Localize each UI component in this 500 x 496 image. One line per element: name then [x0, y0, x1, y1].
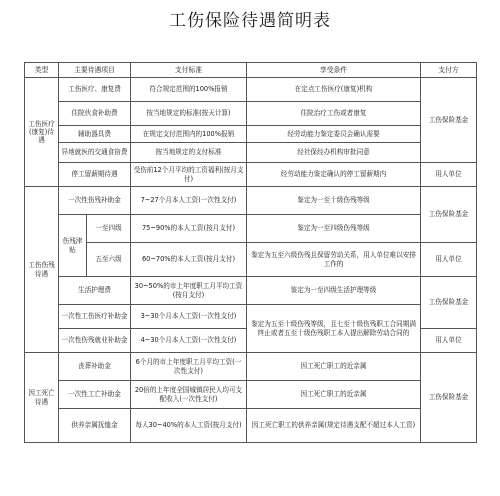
condition-cell: 因工死亡职工的供养亲属(规定待遇支配不超过本人工资): [247, 409, 421, 443]
table-row: [25, 305, 477, 329]
condition-cell: 鉴定为一至十级伤残等级: [247, 187, 421, 215]
standard-cell: 75~90%的本人工资(按月支付): [131, 215, 247, 243]
item-cell: 一次性工伤医疗补助金: [59, 305, 131, 329]
condition-cell: 经劳动能力鉴定确认的停工留薪期内: [247, 163, 421, 187]
standard-cell: 受伤前12个月平均的工资福利(按月支付): [131, 163, 247, 187]
standard-cell: 符合规定范围的100%报销: [131, 78, 247, 102]
standard-cell: 3~30个月本人工资(一次性支付): [131, 305, 247, 329]
table-row: [25, 215, 477, 243]
standard-cell: 30~50%的市上年度职工月平均工资(按月支付): [131, 277, 247, 305]
standard-cell: 在规定支付范围内的100%报销: [131, 126, 247, 143]
payer-cell: 用人单位: [421, 243, 477, 277]
payer-cell: 工伤保险基金: [421, 277, 477, 329]
condition-cell: 鉴定为五至六级伤残且保留劳动关系，用人单位难以安排工作的: [247, 243, 421, 277]
item-cell: 工伤医疗、康复费: [59, 78, 131, 102]
condition-cell: 鉴定为一至四级伤残等级: [247, 215, 421, 243]
header-condition: 享受条件: [247, 63, 421, 78]
table-row: [25, 409, 477, 443]
item-cell: 一次性伤残补助金: [59, 187, 131, 215]
table-row: [25, 102, 477, 126]
sub-item-cell: 一至四级: [87, 215, 131, 243]
standard-cell: 每人30~40%的本人工资(按月支付): [131, 409, 247, 443]
header-type: 类型: [25, 63, 59, 78]
item-cell: 供养亲属抚恤金: [59, 409, 131, 443]
item-cell: 辅助器具费: [59, 126, 131, 143]
standard-cell: 按当地规定的支付标准: [131, 143, 247, 163]
condition-cell: 因工死亡职工的近亲属: [247, 353, 421, 381]
table-header-row: [25, 63, 477, 78]
table-row: [25, 187, 477, 215]
table-row: [25, 353, 477, 381]
payer-cell: 工伤保险基金: [421, 78, 477, 163]
item-cell: 丧葬补助金: [59, 353, 131, 381]
condition-cell: 经劳动能力鉴定委员会确认需要: [247, 126, 421, 143]
category-cell: 工伤伤残待遇: [25, 187, 59, 353]
standard-cell: 20倍的上年度全国城镇居民人均可支配收入(一次性支付): [131, 381, 247, 409]
sub-item-cell: 五至六级: [87, 243, 131, 277]
condition-cell: 在定点工伤医疗(康复)机构: [247, 78, 421, 102]
standard-cell: 6个月的市上年度职工月平均工资(一次性支付): [131, 353, 247, 381]
payer-cell: 工伤保险基金: [421, 353, 477, 443]
item-cell: 生活护理费: [59, 277, 131, 305]
item-cell: 住院伙食补助费: [59, 102, 131, 126]
header-standard: 支付标准: [131, 63, 247, 78]
condition-cell: 鉴定为五至十级伤残等级，且七至十级伤残职工合同期满终止或者五至十级伤残职工本人提出解除劳动合同的: [247, 305, 421, 353]
item-cell: 一次性伤残就业补助金: [59, 329, 131, 353]
category-cell: 因工死亡待遇: [25, 353, 59, 443]
item-cell: 停工留薪期待遇: [59, 163, 131, 187]
standard-cell: 60~70%的本人工资(按月支付): [131, 243, 247, 277]
benefits-table: [24, 62, 477, 443]
item-cell: 伤残津贴: [59, 215, 87, 277]
table-row: [25, 381, 477, 409]
table-row: [25, 126, 477, 143]
header-payer: 支付方: [421, 63, 477, 78]
standard-cell: 4~30个月本人工资(一次性支付): [131, 329, 247, 353]
payer-cell: 用人单位: [421, 329, 477, 353]
table-row: [25, 143, 477, 163]
payer-cell: 工伤保险基金: [421, 187, 477, 243]
category-cell: 工伤医疗(康复)待遇: [25, 78, 59, 187]
item-cell: 一次性工亡补助金: [59, 381, 131, 409]
table-row: [25, 78, 477, 102]
condition-cell: 鉴定为一至四级生活护理等级: [247, 277, 421, 305]
header-item: 主要待遇项目: [59, 63, 131, 78]
table-row: [25, 243, 477, 277]
standard-cell: 7~27个月本人工资(一次性支付): [131, 187, 247, 215]
item-cell: 异地就医的交通食宿费: [59, 143, 131, 163]
table-row: [25, 163, 477, 187]
payer-cell: 用人单位: [421, 163, 477, 187]
condition-cell: 经社保经办机构审批同意: [247, 143, 421, 163]
page-title: 工伤保险待遇简明表: [169, 11, 331, 31]
condition-cell: 因工死亡职工的近亲属: [247, 381, 421, 409]
condition-cell: 住院治疗工伤或者康复: [247, 102, 421, 126]
table-row: [25, 277, 477, 305]
standard-cell: 按当地规定的标准(按天计算): [131, 102, 247, 126]
